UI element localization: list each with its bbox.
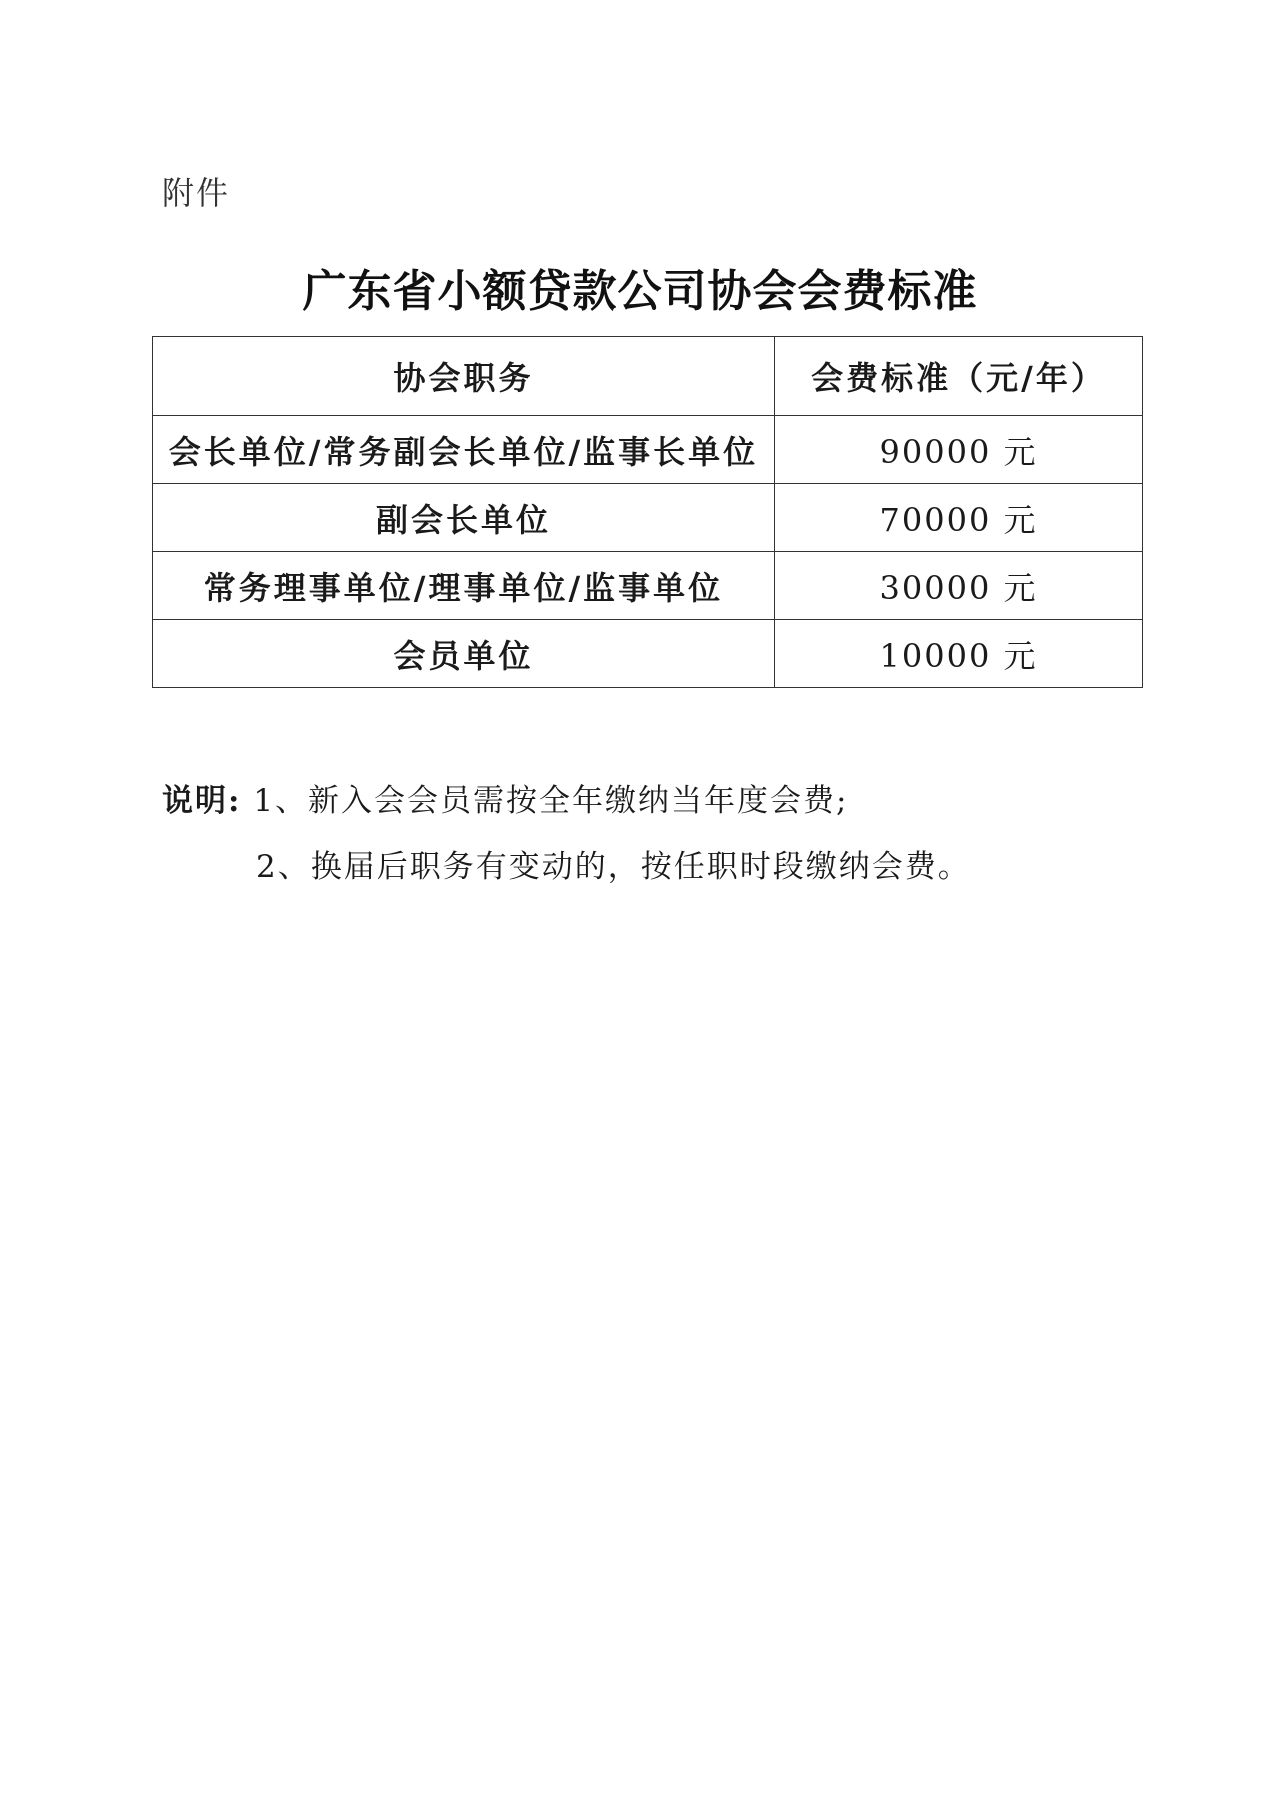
table-row — [153, 484, 1143, 552]
fee-table — [152, 336, 1143, 688]
role-cell: 常务理事单位/理事单位/监事单位 — [153, 552, 775, 620]
table-header-row — [153, 337, 1143, 416]
document-title: 广东省小额贷款公司协会会费标准 — [302, 266, 978, 317]
column-header-role: 协会职务 — [153, 337, 775, 416]
attachment-label: 附件 — [162, 174, 231, 212]
fee-cell: 90000 元 — [775, 416, 1143, 484]
note-item-2: 2、换届后职务有变动的，按任职时段缴纳会费。 — [256, 849, 971, 885]
note-line-1 — [162, 768, 971, 834]
table-row — [153, 620, 1143, 688]
role-cell: 会长单位/常务副会长单位/监事长单位 — [153, 416, 775, 484]
fee-cell: 30000 元 — [775, 552, 1143, 620]
column-header-fee: 会费标准（元/年） — [775, 337, 1143, 416]
notes-section — [162, 768, 971, 900]
role-cell: 副会长单位 — [153, 484, 775, 552]
role-cell: 会员单位 — [153, 620, 775, 688]
note-item-1: 1、新入会会员需按全年缴纳当年度会费; — [253, 783, 849, 819]
note-line-2 — [162, 834, 971, 900]
table-row — [153, 416, 1143, 484]
fee-cell: 10000 元 — [775, 620, 1143, 688]
fee-cell: 70000 元 — [775, 484, 1143, 552]
table-row — [153, 552, 1143, 620]
notes-label: 说明: — [162, 783, 242, 819]
